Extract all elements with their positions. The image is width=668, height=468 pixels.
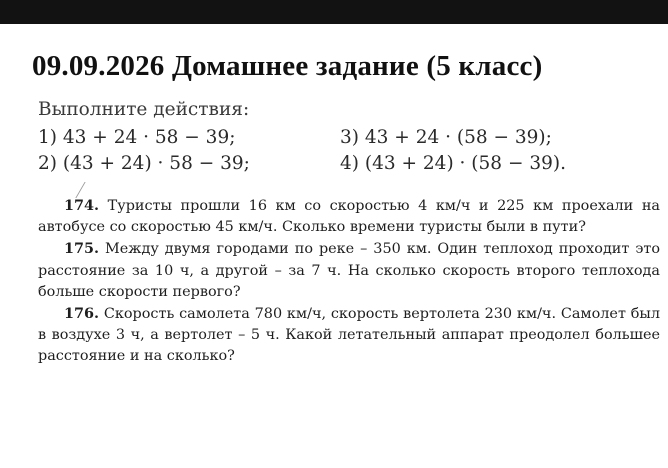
expression-number: 2) (38, 153, 57, 174)
problem-175 (38, 238, 660, 303)
problem-number: 176. (64, 305, 100, 323)
problems-list (38, 195, 660, 368)
expression-text: (43 + 24) · 58 − 39; (62, 153, 250, 174)
problem-number: 174. (64, 197, 100, 214)
instruction-text: Выполните действия: (38, 99, 250, 120)
problem-174 (38, 195, 660, 238)
expression-number: 1) (38, 127, 57, 148)
problem-text: Туристы прошли 16 км со скоростью 4 км/ч и 225 км проехали на автобусе со скоростью 45 км/ч. Сколько времени туристы были в пути? (38, 198, 660, 236)
expression-number: 4) (340, 153, 359, 174)
page-title: 09.09.2026 Домашнее задание (5 класс) (32, 50, 543, 82)
expression-3 (340, 127, 552, 148)
problem-text: Между двумя городами по реке – 350 км. Один теплоход проходит это расстояние за 10 ч, а другой – за 7 ч. На сколько скорость второго теплохода больше скорости первого? (38, 241, 661, 300)
expression-text: 43 + 24 · 58 − 39; (62, 127, 236, 148)
expression-number: 3) (340, 127, 359, 148)
expression-text: (43 + 24) · (58 − 39). (364, 153, 566, 174)
problem-text: Скорость самолета 780 км/ч, скорость вертолета 230 км/ч. Самолет был в воздухе 3 ч, а вертолет – 5 ч. Какой летательный аппарат преодолел большее расстояние и на сколько? (38, 306, 660, 365)
top-bar (0, 0, 668, 24)
problem-number: 175. (64, 240, 100, 258)
expression-1 (38, 127, 235, 148)
expression-2 (38, 153, 250, 174)
expression-text: 43 + 24 · (58 − 39); (364, 127, 552, 148)
expression-4 (340, 153, 566, 174)
problem-176 (38, 303, 660, 368)
